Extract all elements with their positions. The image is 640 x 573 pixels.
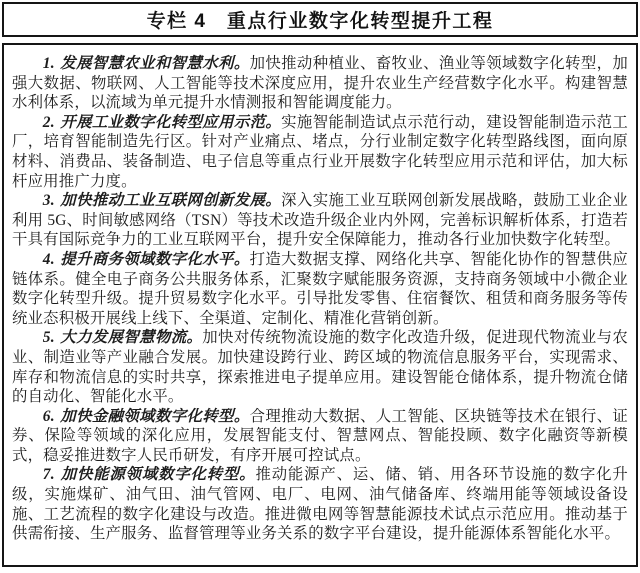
paragraph-3-lead: 加快推动工业互联网创新发展。: [60, 192, 282, 210]
paragraph-4-body: 打造大数据支撑、网络化共享、智能化协作的智慧供应链体系。健全电子商务公共服务体系，汇聚数字赋能服务资源，支持商务领域中小微企业数字化转型升级。提升贸易数字化水平。引导批发零售、住宿餐饮、租赁和商务服务等传统业态积极开展线上线下、全渠道、定制化、精准化营销创新。: [12, 250, 628, 327]
paragraph-2-lead: 开展工业数字化转型应用示范。: [60, 113, 282, 131]
paragraph-3-number: 3.: [42, 192, 55, 210]
paragraph-2-number: 2.: [42, 113, 55, 131]
column-title-box: [2, 2, 638, 37]
paragraph-5-body: 加快对传统物流设施的数字化改造升级，促进现代物流业与农业、制造业等产业融合发展。加快建设跨行业、跨区域的物流信息服务平台，实现需求、库存和物流信息的实时共享，探索推进电子提单应用。建设智能仓储体系，提升物流仓储的自动化、智能化水平。: [12, 329, 628, 406]
paragraph-7-lead: 加快能源领域数字化转型。: [60, 466, 256, 484]
paragraph-3-body: 深入实施工业互联网创新发展战略，鼓励工业企业利用 5G、时间敏感网络（TSN）等技术改造升级企业内外网，完善标识解析体系，打造若干具有国际竞争力的工业互联网平台，提升安全保障能力，推动各行业加快数字化转型。: [12, 192, 628, 249]
paragraph-7-number: 7.: [42, 466, 55, 484]
paragraph-1-body: 加快推动种植业、畜牧业、渔业等领域数字化转型，加强大数据、物联网、人工智能等技术深度应用，提升农业生产经营数字化水平。构建智慧水利体系，以流域为单元提升水情测报和智能调度能力。: [12, 55, 628, 112]
paragraph-4: [12, 250, 628, 328]
paragraph-4-lead: 提升商务领域数字化水平。: [60, 250, 250, 268]
paragraph-2: [12, 113, 628, 191]
paragraph-7: [12, 465, 628, 543]
paragraph-6-lead: 加快金融领域数字化转型。: [60, 407, 250, 425]
paragraph-1-lead: 发展智慧农业和智慧水利。: [60, 55, 250, 72]
paragraph-5-lead: 大力发展智慧物流。: [60, 329, 203, 347]
column-title: 专栏 4 重点行业数字化转型提升工程: [146, 11, 494, 32]
paragraph-3: [12, 191, 628, 250]
paragraph-5-number: 5.: [42, 329, 55, 347]
paragraph-5: [12, 328, 628, 406]
paragraph-1-number: 1.: [42, 55, 55, 72]
paragraph-1: [12, 54, 628, 113]
paragraph-6-number: 6.: [42, 407, 55, 425]
column-content-box: [2, 43, 638, 567]
paragraph-7-body: 推动能源产、运、储、销、用各环节设施的数字化升级，实施煤矿、油气田、油气管网、电厂、电网、油气储备库、终端用能等领域设备设施、工艺流程的数字化建设与改造。推进微电网等智慧能源技术试点示范应用。推动基于供需衔接、生产服务、监督管理等业务关系的数字平台建设，提升能源体系智能化水平。: [12, 466, 628, 543]
paragraph-6-body: 合理推动大数据、人工智能、区块链等技术在银行、证券、保险等领域的深化应用，发展智能支付、智慧网点、智能投顾、数字化融资等新模式，稳妥推进数字人民币研发，有序开展可控试点。: [12, 407, 628, 464]
paragraph-6: [12, 407, 628, 466]
paragraph-2-body: 实施智能制造试点示范行动，建设智能制造示范工厂，培育智能制造先行区。针对产业痛点、堵点，分行业制定数字化转型路线图，面向原材料、消费品、装备制造、电子信息等重点行业开展数字化转型应用示范和评估，加大标杆应用推广力度。: [12, 113, 628, 190]
paragraph-4-number: 4.: [42, 250, 55, 268]
